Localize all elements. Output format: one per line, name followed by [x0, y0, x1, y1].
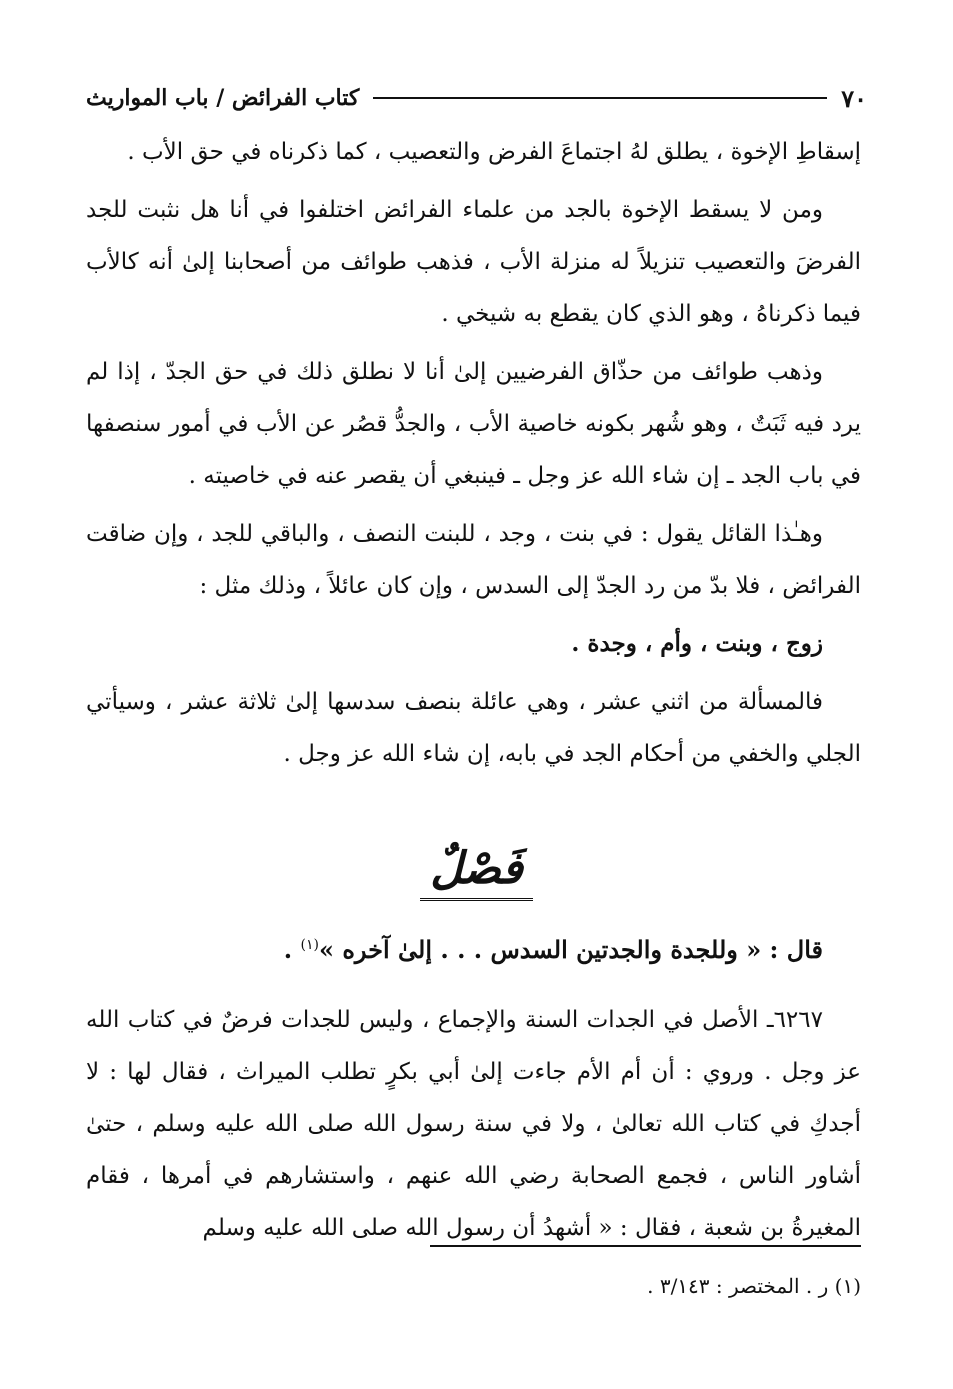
paragraph: ٦٢٦٧ـ الأصل في الجدات السنة والإجماع ، وليس للجدات فرضٌ في كتاب الله عز وجل . وروي : أن أم الأم جاءت إلىٰ أبي بكرٍ تطلب الميراث ، فقال لها : لا أجدكِ في كتاب الله تعالىٰ ، ولا في سنة رسول الله صلى الله عليه وسلم ، حتىٰ أشاور الناس ، فجمع الصحابة رضي الله عنهم ، واستشارهم في أمرها ، فقام المغيرةُ بن شعبة ، فقال : « أشهدُ أن رسول الله صلى الله عليه وسلم — [86, 1007, 861, 1241]
footnote-ref: (١) — [300, 937, 319, 953]
page-header — [86, 78, 867, 118]
footnote-rule — [430, 1245, 861, 1247]
paragraph: ومن لا يسقط الإخوة بالجد من علماء الفرائض اختلفوا في أنا هل نثبت للجد الفرضَ والتعصيب تنزيلاً له منزلة الأب ، فذهب طوائف من أصحابنا إلىٰ أنه كالأب فيما ذكرناهُ ، وهو الذي كان يقطع به شيخي . — [86, 197, 861, 327]
paragraph: إسقاطِ الإخوة ، يطلق لهُ اجتماعَ الفرض والتعصيب ، كما ذكرناه في حق الأب . — [127, 139, 861, 165]
paragraph: وهـٰذا القائل يقول : في بنت ، وجد ، للبنت النصف ، والباقي للجد ، وإن ضاقت الفرائض ، فلا بدّ من رد الجدّ إلى السدس ، وإن كان عائلاً ، وذلك مثل : — [86, 521, 861, 599]
footnote: (١) ر . المختصر : ٣/١٤٣ . — [647, 1274, 861, 1298]
main-text — [86, 126, 861, 786]
quote-end: . — [283, 935, 301, 964]
example-line: زوج ، وبنت ، وأم ، وجدة . — [571, 630, 823, 657]
quote-line — [86, 920, 861, 975]
paragraph: وذهب طوائف من حذّاق الفرضيين إلىٰ أنا لا نطلق ذلك في حق الجدّ ، إذا لم يرد فيه ثَبَتٌ ، وهو شُهر بكونه خاصية الأب ، والجدُّ قصُر عن الأب في أمور سنصفها في باب الجد ـ إن شاء الله عز وجل ـ فينبغي أن يقصر عنه في خاصيته . — [86, 359, 861, 489]
header-rule — [373, 97, 827, 99]
page-number: ٧٠ — [841, 83, 867, 113]
section-heading — [0, 840, 953, 901]
main-text-2 — [86, 994, 861, 1260]
paragraph: فالمسألة من اثني عشر ، وهي عائلة بنصف سدسها إلىٰ ثلاثة عشر ، وسيأتي الجلي والخفي من أحكام الجد في بابه، إن شاء الله عز وجل . — [86, 689, 861, 767]
running-title: كتاب الفرائض / باب المواريث — [86, 85, 360, 111]
section-heading-text: فَصْلٌ — [420, 840, 533, 901]
quote-text: قال : « وللجدة والجدتين السدس . . . إلىٰ آخره » — [318, 935, 823, 964]
